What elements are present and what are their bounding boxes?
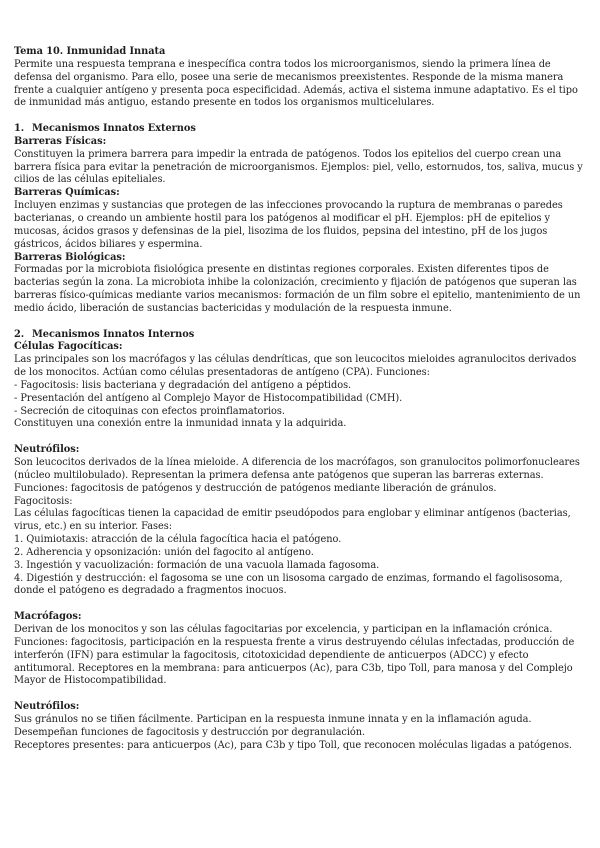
list-item: 4. Digestión y destrucción: el fagosoma se une con un lisosoma cargado de enzimas, formando el fagolisosoma, donde el patógeno es degradado a fragmentos inocuos.	[14, 572, 563, 597]
biologicas-heading: Barreras Biológicas:	[14, 251, 126, 263]
list-item: - Fagocitosis: lisis bacteriana y degradación del antígeno a péptidos.	[14, 379, 352, 391]
section2-heading	[14, 329, 588, 342]
neutrofilos2-line: Sus gránulos no se tiñen fácilmente. Participan en la respuesta inmune innata y en la inflamación aguda.	[14, 713, 532, 725]
fagociticas-closing: Constituyen una conexión entre la inmunidad innata y la adquirida.	[14, 418, 347, 430]
macrofagos-heading: Macrófagos:	[14, 611, 82, 623]
list-item: - Secreción de citoquinas con efectos proinflamatorios.	[14, 405, 285, 417]
quimicas-heading: Barreras Químicas:	[14, 187, 120, 199]
list-item: 2. Adherencia y opsonización: unión del fagocito al antígeno.	[14, 546, 314, 558]
section1-heading	[14, 123, 588, 136]
macrofagos-paragraph: Derivan de los monocitos y son las células fagocitarias por excelencia, y participan en la inflamación crónica.	[14, 623, 553, 635]
fagocitosis-label: Fagocitosis:	[14, 495, 73, 507]
neutrofilos2-line: Receptores presentes: para anticuerpos (Ac), para C3b y tipo Toll, que reconocen moléculas ligadas a patógenos.	[14, 739, 572, 751]
macrofagos-funciones: Funciones: fagocitosis, participación en la respuesta frente a virus destruyendo células infectadas, producción de interferón (IFN) para estimular la fagocitosis, citotoxicidad dependiente de anticuerpos (ADCC) y efecto antitumoral. Receptores en la membrana: para anticuerpos (Ac), para C3b, tipo Toll, para manosa y del Complejo Mayor de Histocompatibilidad.	[14, 636, 575, 687]
neutrofilos-paragraph: Son leucocitos derivados de la línea mieloide. A diferencia de los macrófagos, son granulocitos polimorfonucleares (núcleo multilobulado). Representan la primera defensa ante patógenos que superan las barreras externas.	[14, 457, 580, 481]
quimicas-paragraph: Incluyen enzimas y sustancias que protegen de las infecciones provocando la ruptura de membranas o paredes bacterianas, o creando un ambiente hostil para los patógenos al modificar el pH. Ejemplos: pH de epitelios y mucosas, ácidos grasos y defensinas de la piel, lisozima de los fluidos, pepsina del intestino, pH de los jugos gástricos, ácidos biliares y espermina.	[14, 200, 563, 250]
neutrofilos-heading: Neutrófilos:	[14, 444, 80, 456]
list-item: 3. Ingestión y vacuolización: formación de una vacuola llamada fagosoma.	[14, 559, 380, 571]
fagociticas-paragraph: Las principales son los macrófagos y las células dendríticas, que son leucocitos mieloides agranulocitos derivados de los monocitos. Actúan como células presentadoras de antígeno (CPA). Funciones:	[14, 354, 577, 379]
fisicas-heading: Barreras Físicas:	[14, 135, 107, 147]
biologicas-paragraph: Formadas por la microbiota fisiológica presente en distintas regiones corporales. Existen diferentes tipos de bacterias según la zona. La microbiota inhibe la colonización, crecimiento y fijación de patógenos que superan las barreras físico-químicas mediante varios mecanismos: formación de un film sobre el epitelio, mantenimiento de un medio ácido, liberación de sustancias bactericidas y modulación de la respuesta inmune.	[14, 264, 581, 314]
section1-title: Mecanismos Innatos Externos	[32, 123, 196, 135]
section2-number: 2.	[14, 328, 25, 340]
neutrofilos2-heading: Neutrófilos:	[14, 701, 80, 713]
fisicas-paragraph: Constituyen la primera barrera para impedir la entrada de patógenos. Todos los epitelios del cuerpo crean una barrera física para evitar la penetración de microorganismos. Ejemplos: piel, vello, estornudos, tos, saliva, mucus y cilios de las células epiteliales.	[14, 148, 583, 186]
intro-paragraph: Permite una respuesta temprana e inespecífica contra todos los microorganismos, siendo la primera línea de defensa del organismo. Para ello, posee una serie de mecanismos preexistentes. Responde de la misma manera frente a cualquier antígeno y presenta poca especificidad. Además, activa el sistema inmune adaptativo. Es el tipo de inmunidad más antiguo, estando presente en todos los organismos multicelulares.	[14, 58, 578, 109]
section1-number: 1.	[14, 123, 25, 135]
neutrofilos-funciones: Funciones: fagocitosis de patógenos y destrucción de patógenos mediante liberación de gránulos.	[14, 482, 497, 494]
document-page	[14, 46, 588, 752]
list-item: 1. Quimiotaxis: atracción de la célula fagocítica hacia el patógeno.	[14, 534, 342, 546]
fagocitosis-paragraph: Las células fagocíticas tienen la capacidad de emitir pseudópodos para englobar y eliminar antígenos (bacterias, virus, etc.) en su interior. Fases:	[14, 508, 571, 533]
neutrofilos2-line: Desempeñan funciones de fagocitosis y destrucción por degranulación.	[14, 726, 366, 738]
fagociticas-heading: Células Fagocíticas:	[14, 341, 123, 353]
section2-title: Mecanismos Innatos Internos	[32, 328, 195, 340]
list-item: - Presentación del antígeno al Complejo Mayor de Histocompatibilidad (CMH).	[14, 392, 403, 404]
page-title: Tema 10. Inmunidad Innata	[14, 46, 166, 57]
